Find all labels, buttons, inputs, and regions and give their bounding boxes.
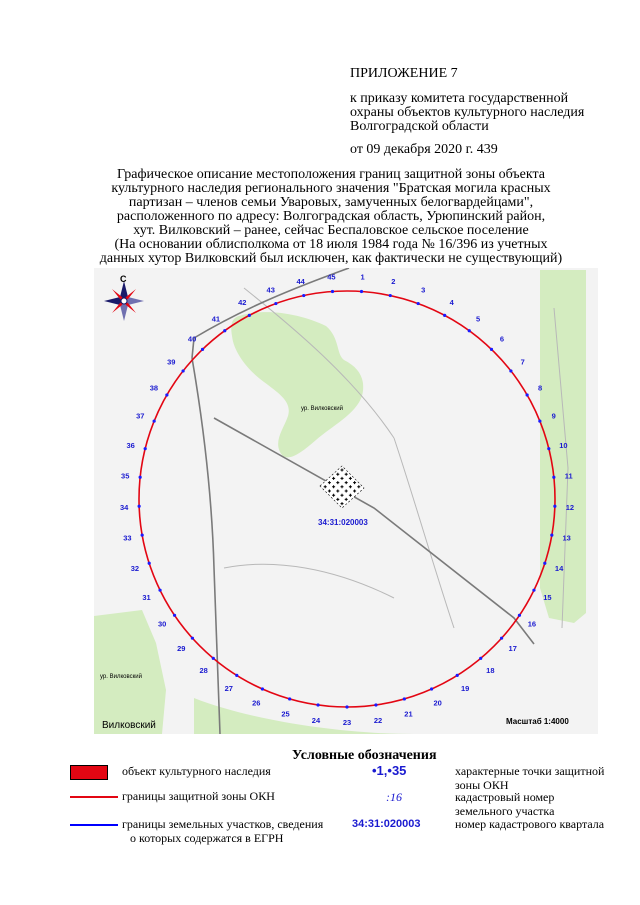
plot-boundary-swatch [70, 824, 118, 826]
zone-point-6 [490, 348, 493, 351]
zone-point-19 [456, 674, 459, 677]
zone-point-39 [181, 369, 184, 372]
zone-point-label-15: 15 [543, 592, 552, 602]
zone-point-3 [417, 302, 420, 305]
zone-point-26 [261, 687, 264, 690]
zone-point-35 [139, 476, 142, 479]
zone-point-label-12: 12 [565, 502, 575, 512]
legend-desc-quarter: номер кадастрового квартала [455, 817, 605, 831]
legend-label-line: о которых содержатся в ЕГРН [130, 831, 284, 845]
legend-desc-parcel [455, 790, 554, 818]
zone-point-label-8: 8 [538, 383, 543, 393]
zone-point-34 [138, 505, 141, 508]
zone-point-label-9: 9 [551, 411, 556, 421]
order-reference [350, 92, 608, 134]
legend-symbol-parcel: :16 [386, 790, 402, 804]
zone-point-14 [543, 562, 546, 565]
zone-point-22 [374, 703, 377, 706]
zone-point-label-6: 6 [499, 334, 504, 344]
zone-point-41 [223, 329, 226, 332]
legend-desc-line: характерные точки защитной [455, 764, 605, 778]
legend-label-zone-boundary: границы защитной зоны ОКН [122, 789, 275, 803]
zone-point-11 [552, 476, 555, 479]
zone-point-label-38: 38 [149, 383, 159, 393]
zone-point-label-14: 14 [554, 563, 564, 573]
zone-point-label-1: 1 [360, 272, 365, 282]
zone-point-label-28: 28 [199, 665, 208, 675]
map-panel [94, 268, 598, 734]
zone-point-label-39: 39 [167, 357, 176, 367]
zone-point-29 [191, 637, 194, 640]
zone-point-label-31: 31 [142, 592, 151, 602]
legend-desc-points [455, 764, 604, 792]
zone-point-label-21: 21 [404, 709, 413, 719]
zone-point-label-40: 40 [187, 334, 197, 344]
zone-point-label-32: 32 [130, 563, 140, 573]
zone-point-24 [316, 703, 319, 706]
zone-point-label-30: 30 [157, 619, 167, 629]
legend-symbol-points: •1,•35 [372, 763, 407, 778]
zone-point-30 [173, 614, 176, 617]
zone-point-8 [526, 393, 529, 396]
protection-zone-map [94, 268, 598, 734]
zone-point-label-45: 45 [327, 272, 336, 282]
order-line: охраны объектов культурного наследия [350, 105, 585, 120]
zone-point-label-17: 17 [508, 644, 517, 654]
zone-point-36 [144, 447, 147, 450]
zone-point-4 [443, 314, 446, 317]
zone-point-label-42: 42 [238, 298, 247, 308]
legend-label-plot-boundary [122, 817, 323, 845]
zone-point-label-24: 24 [311, 715, 321, 725]
zone-point-23 [345, 705, 348, 708]
zone-point-20 [430, 687, 433, 690]
zone-point-label-2: 2 [391, 276, 396, 286]
zone-point-label-44: 44 [296, 276, 305, 286]
zone-point-12 [553, 505, 556, 508]
zone-point-label-41: 41 [211, 314, 221, 324]
zone-point-9 [538, 419, 541, 422]
zone-point-label-10: 10 [559, 441, 568, 451]
order-line: Волгоградской области [350, 119, 489, 134]
appendix-title: ПРИЛОЖЕНИЕ 7 [350, 66, 458, 81]
zone-point-42 [248, 314, 251, 317]
legend-title: Условные обозначения [292, 748, 437, 763]
zone-point-label-33: 33 [123, 533, 132, 543]
description-line: культурного наследия регионального значения "Братская могила красных [111, 181, 551, 196]
zone-point-label-3: 3 [421, 285, 426, 295]
zone-point-13 [550, 534, 553, 537]
zone-point-label-43: 43 [266, 285, 275, 295]
zone-point-label-25: 25 [281, 709, 290, 719]
zone-point-28 [212, 657, 215, 660]
order-line: к приказу комитета государственной [350, 91, 569, 106]
order-date: от 09 декабря 2020 г. 439 [350, 142, 498, 157]
zone-point-label-4: 4 [449, 298, 454, 308]
zone-point-15 [532, 589, 535, 592]
legend-label-heritage: объект культурного наследия [122, 764, 271, 778]
zone-point-32 [148, 562, 151, 565]
description-line: хут. Вилковский – ранее, сейчас Беспаловское сельское поселение [133, 223, 529, 238]
zone-point-label-22: 22 [373, 715, 383, 725]
zone-point-38 [165, 393, 168, 396]
legend-desc-line: кадастровый номер [455, 790, 555, 804]
zone-point-label-36: 36 [126, 441, 135, 451]
zone-point-21 [403, 697, 406, 700]
zone-point-5 [468, 329, 471, 332]
description-line: Графическое описание местоположения границ защитной зоны объекта [117, 167, 545, 182]
zone-point-31 [158, 589, 161, 592]
zone-point-16 [518, 614, 521, 617]
zone-point-40 [201, 348, 204, 351]
zone-point-label-19: 19 [461, 684, 470, 694]
zone-point-17 [500, 637, 503, 640]
zone-point-label-16: 16 [527, 619, 537, 629]
zone-point-label-20: 20 [433, 698, 442, 708]
zone-point-label-26: 26 [252, 698, 261, 708]
zone-point-label-27: 27 [224, 684, 233, 694]
zone-point-label-11: 11 [564, 471, 573, 481]
legend-desc-line: зоны ОКН [455, 778, 509, 792]
zone-point-10 [547, 447, 550, 450]
zone-point-2 [389, 294, 392, 297]
zone-point-18 [479, 657, 482, 660]
zone-boundary-swatch [70, 796, 118, 798]
zone-point-label-35: 35 [121, 471, 130, 481]
description-line: партизан – членов семьи Уваровых, замученных белогвардейцами", [128, 195, 534, 210]
zone-point-43 [274, 302, 277, 305]
legend-symbol-quarter: 34:31:020003 [352, 818, 421, 830]
north-label: С [120, 274, 127, 284]
cadastral-quarter-label: 34:31:020003 [318, 518, 368, 527]
zone-point-label-23: 23 [342, 718, 352, 727]
zone-point-label-7: 7 [520, 357, 525, 367]
zone-point-45 [331, 290, 334, 293]
locality-label-southwest: ур. Вилковский [100, 674, 142, 680]
zone-point-44 [302, 294, 305, 297]
zone-point-label-5: 5 [475, 314, 481, 324]
village-label: Вилковский [102, 720, 156, 731]
locality-label: ур. Вилковский [301, 406, 343, 412]
description-line: расположенного по адресу: Волгоградская область, Урюпинский район, [116, 209, 546, 224]
zone-point-27 [235, 674, 238, 677]
legend-desc-line: земельного участка [455, 804, 555, 818]
zone-point-7 [509, 369, 512, 372]
zone-point-25 [288, 697, 291, 700]
zone-point-label-13: 13 [562, 533, 571, 543]
heritage-object-swatch [70, 765, 108, 780]
zone-point-label-37: 37 [136, 411, 145, 421]
zone-point-label-18: 18 [486, 665, 495, 675]
zone-point-label-29: 29 [177, 644, 186, 654]
description-line: данных хутор Вилковский был исключен, как фактически не существующий) [99, 251, 563, 266]
zone-point-33 [141, 534, 144, 537]
description-line: (На основании облисполкома от 18 июля 1984 года № 16/396 из учетных [114, 237, 548, 252]
zone-point-1 [360, 290, 363, 293]
zone-point-label-34: 34 [119, 502, 129, 512]
legend-label-line: границы земельных участков, сведения [122, 817, 324, 831]
zone-point-37 [153, 419, 156, 422]
description [96, 168, 566, 266]
scale-label: Масштаб 1:4000 [506, 717, 569, 726]
